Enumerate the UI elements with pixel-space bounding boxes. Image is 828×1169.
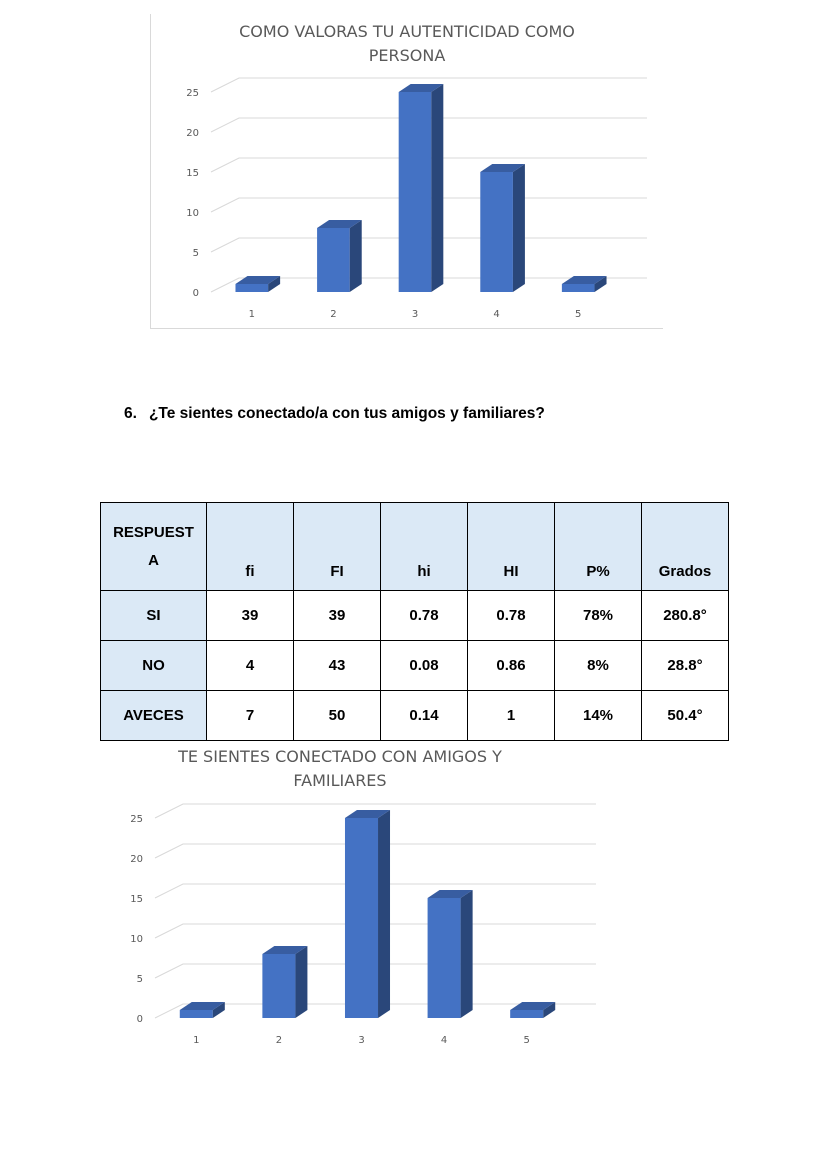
table-row (101, 691, 729, 741)
y-tick-label: 10 (186, 208, 199, 219)
bar-front (562, 284, 595, 292)
x-tick-label: 5 (523, 1035, 530, 1046)
y-tick-label: 15 (130, 894, 143, 905)
y-tick-label: 20 (130, 854, 143, 865)
bar (428, 890, 473, 1018)
cell-FI: 43 (294, 641, 381, 691)
header-grados: Grados (642, 503, 729, 591)
chart-title-line-1: TE SIENTES CONECTADO CON AMIGOS Y (178, 747, 502, 766)
bar (480, 164, 525, 292)
cell-FI: 39 (294, 591, 381, 641)
bar-front (262, 954, 295, 1018)
bar (317, 220, 362, 292)
y-tick-label: 20 (186, 128, 199, 139)
cell-percent: 14% (555, 691, 642, 741)
chart-title-line-2: FAMILIARES (293, 771, 387, 790)
bar (399, 84, 444, 292)
y-tick-label: 25 (186, 88, 199, 99)
cell-grados: 28.8° (642, 641, 729, 691)
x-tick-label: 4 (493, 309, 500, 320)
bar-side (513, 164, 525, 292)
header-respuesta (101, 503, 207, 591)
header-fi: fi (207, 503, 294, 591)
bar-front (235, 284, 268, 292)
cell-grados: 50.4° (642, 691, 729, 741)
question-text: ¿Te sientes conectado/a con tus amigos y familiares? (148, 405, 545, 422)
cell-hi: 0.14 (381, 691, 468, 741)
table-row (101, 641, 729, 691)
cell-HI: 1 (468, 691, 555, 741)
bar-side (431, 84, 443, 292)
bar-front (510, 1010, 543, 1018)
bar-side (295, 946, 307, 1018)
question-number: 6. (124, 405, 137, 422)
x-tick-label: 5 (575, 309, 582, 320)
cell-percent: 78% (555, 591, 642, 641)
bar-front (428, 898, 461, 1018)
chart-title-line-1: COMO VALORAS TU AUTENTICIDAD COMO (239, 22, 575, 41)
bar (345, 810, 390, 1018)
row-label: AVECES (101, 691, 207, 741)
cell-HI: 0.86 (468, 641, 555, 691)
header-FI: FI (294, 503, 381, 591)
y-tick-label: 5 (136, 974, 143, 985)
cell-fi: 4 (207, 641, 294, 691)
x-tick-label: 4 (440, 1035, 448, 1046)
bar-side (461, 890, 473, 1018)
header-HI: HI (468, 503, 555, 591)
header-percent: P% (555, 503, 642, 591)
bar-side (350, 220, 362, 292)
cell-HI: 0.78 (468, 591, 555, 641)
chart-autenticidad (150, 14, 663, 329)
x-tick-label: 3 (411, 309, 419, 320)
cell-hi: 0.08 (381, 641, 468, 691)
y-tick-label: 15 (186, 168, 199, 179)
x-tick-label: 3 (358, 1035, 365, 1046)
cell-fi: 39 (207, 591, 294, 641)
chart-plot (151, 14, 663, 328)
y-tick-label: 0 (136, 1014, 143, 1025)
y-tick-label: 10 (130, 934, 143, 945)
bar-front (399, 92, 432, 292)
question-heading (124, 405, 545, 423)
chart-plot (110, 742, 610, 1052)
x-tick-label: 2 (275, 1035, 283, 1046)
cell-grados: 280.8° (642, 591, 729, 641)
bar (262, 946, 307, 1018)
cell-fi: 7 (207, 691, 294, 741)
x-tick-label: 1 (248, 309, 255, 320)
y-tick-label: 0 (192, 288, 199, 299)
cell-hi: 0.78 (381, 591, 468, 641)
bar-side (378, 810, 390, 1018)
header-respuesta-line-1: RESPUEST (113, 523, 194, 541)
bar-front (317, 228, 350, 292)
y-tick-label: 25 (130, 814, 143, 825)
x-tick-label: 2 (330, 309, 337, 320)
frequency-table (100, 502, 729, 741)
y-tick-label: 5 (192, 248, 199, 259)
bar-front (480, 172, 513, 292)
chart-title-line-2: PERSONA (368, 46, 446, 65)
header-hi: hi (381, 503, 468, 591)
cell-FI: 50 (294, 691, 381, 741)
cell-percent: 8% (555, 641, 642, 691)
header-respuesta-line-2: A (148, 551, 159, 569)
row-label: SI (101, 591, 207, 641)
bar-front (345, 818, 378, 1018)
row-label: NO (101, 641, 207, 691)
bar-front (180, 1010, 213, 1018)
x-tick-label: 1 (193, 1035, 200, 1046)
chart-conectado (110, 742, 610, 1052)
table-row (101, 591, 729, 641)
table-header-row (101, 503, 729, 591)
